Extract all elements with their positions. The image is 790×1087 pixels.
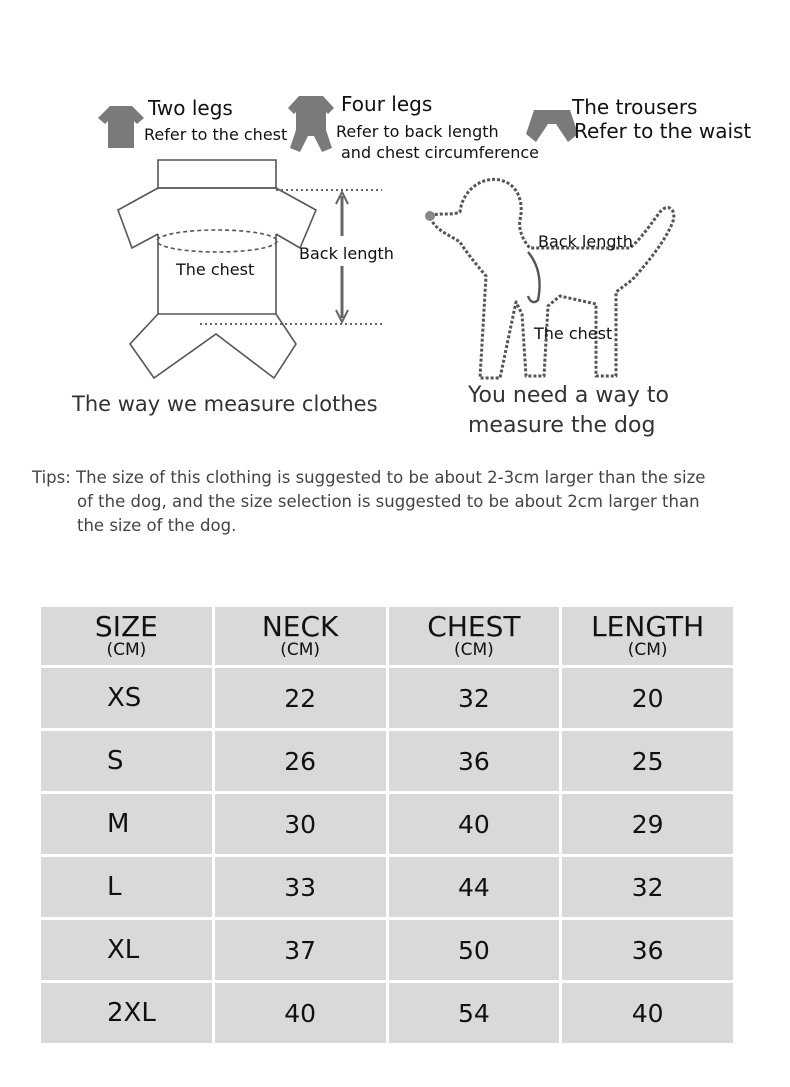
length-cell: 20	[561, 667, 735, 730]
clothes-diagram	[110, 158, 400, 383]
table-row	[40, 667, 735, 730]
size-cell: M	[40, 793, 214, 856]
category-title: Two legs	[148, 96, 233, 120]
neck-cell: 40	[213, 982, 387, 1045]
clothes-back-length-label: Back length	[299, 244, 394, 263]
size-cell: XL	[40, 919, 214, 982]
tips-line: Tips: The size of this clothing is suggested to be about 2-3cm larger than the size	[32, 468, 706, 487]
table-header-row	[40, 606, 735, 667]
table-row	[40, 982, 735, 1045]
dog-caption-line: You need a way to	[468, 383, 669, 408]
category-desc: Refer to the chest	[144, 125, 288, 144]
header-neck: NECK (CM)	[213, 606, 387, 667]
dog-chest-label: The chest	[534, 324, 613, 343]
dog-caption-line: measure the dog	[468, 413, 656, 438]
category-trousers	[526, 92, 776, 152]
dog-diagram	[420, 172, 690, 387]
category-title: The trousers	[572, 95, 698, 119]
length-cell: 32	[561, 856, 735, 919]
dog-nose-icon	[425, 211, 435, 221]
category-desc: Refer to the waist	[574, 119, 752, 143]
length-cell: 36	[561, 919, 735, 982]
header-size: SIZE (CM)	[40, 606, 214, 667]
chest-cell: 50	[387, 919, 561, 982]
category-desc: and chest circumference	[341, 143, 539, 162]
table-row	[40, 919, 735, 982]
size-cell: L	[40, 856, 214, 919]
neck-cell: 26	[213, 730, 387, 793]
size-cell: XS	[40, 667, 214, 730]
chest-cell: 32	[387, 667, 561, 730]
size-cell: 2XL	[40, 982, 214, 1045]
chest-cell: 44	[387, 856, 561, 919]
tips	[32, 466, 772, 538]
tips-line: the size of the dog.	[77, 516, 237, 535]
category-title: Four legs	[341, 92, 433, 116]
trousers-icon	[526, 108, 578, 146]
table-row	[40, 793, 735, 856]
four-legs-suit-icon	[286, 94, 336, 156]
length-cell: 40	[561, 982, 735, 1045]
dog-caption	[468, 381, 669, 441]
header-length: LENGTH (CM)	[561, 606, 735, 667]
neck-cell: 33	[213, 856, 387, 919]
clothes-caption: The way we measure clothes	[72, 392, 378, 416]
chest-cell: 40	[387, 793, 561, 856]
chest-cell: 54	[387, 982, 561, 1045]
chest-ellipse	[157, 230, 277, 252]
length-cell: 25	[561, 730, 735, 793]
length-cell: 29	[561, 793, 735, 856]
size-cell: S	[40, 730, 214, 793]
chest-cell: 36	[387, 730, 561, 793]
neck-cell: 37	[213, 919, 387, 982]
tips-line: of the dog, and the size selection is suggested to be about 2cm larger than	[77, 492, 700, 511]
header-chest: CHEST (CM)	[387, 606, 561, 667]
size-table	[38, 604, 736, 1046]
table-row	[40, 730, 735, 793]
two-legs-shirt-icon	[96, 102, 146, 152]
table-row	[40, 856, 735, 919]
neck-cell: 30	[213, 793, 387, 856]
category-two-legs	[96, 92, 296, 162]
clothes-chest-label: The chest	[176, 260, 255, 279]
neck-cell: 22	[213, 667, 387, 730]
dog-back-length-label: Back length	[538, 232, 633, 251]
category-desc: Refer to back length	[336, 122, 499, 141]
